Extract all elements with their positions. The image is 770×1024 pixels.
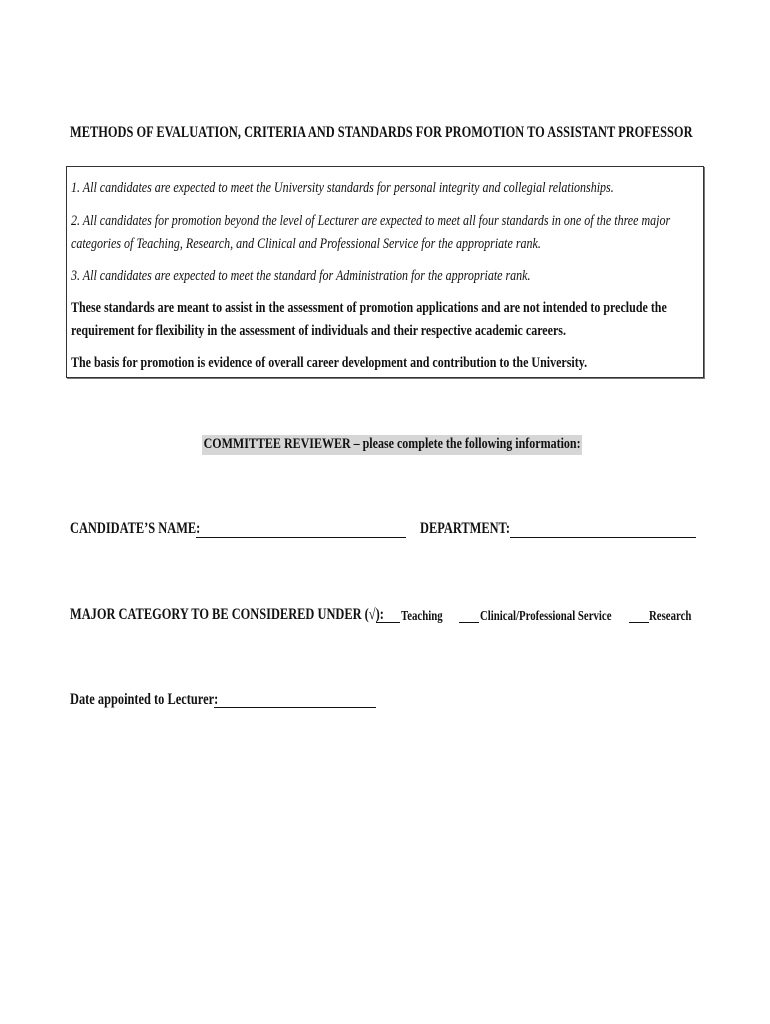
criterion-2-line-2: categories of Teaching, Research, and Clinical and Professional Service for the appropriate rank. — [71, 236, 541, 252]
committee-reviewer-heading: COMMITTEE REVIEWER – please complete the following information: — [202, 435, 582, 455]
document-title: METHODS OF EVALUATION, CRITERIA AND STANDARDS FOR PROMOTION TO ASSISTANT PROFESSOR — [70, 124, 693, 141]
clinical-option-label: Clinical/Professional Service — [480, 608, 612, 623]
standards-note-line-1: These standards are meant to assist in the assessment of promotion applications and are not intended to preclude the — [71, 300, 667, 316]
date-appointed-field[interactable] — [214, 707, 376, 708]
date-appointed-label: Date appointed to Lecturer: — [70, 691, 219, 708]
criterion-1: 1. All candidates are expected to meet the University standards for personal integrity and collegial relationships. — [71, 180, 614, 196]
research-option-label: Research — [649, 608, 692, 623]
research-checkbox-line[interactable] — [629, 622, 649, 623]
criterion-2-line-1: 2. All candidates for promotion beyond the level of Lecturer are expected to meet all four standards in one of the three major — [71, 213, 671, 229]
criteria-box — [66, 166, 704, 378]
teaching-checkbox-line[interactable] — [376, 622, 400, 623]
major-category-label: MAJOR CATEGORY TO BE CONSIDERED UNDER (√): — [70, 606, 384, 623]
teaching-option-label: Teaching — [401, 608, 443, 623]
candidate-name-field[interactable] — [196, 537, 406, 538]
candidate-name-label: CANDIDATE’S NAME: — [70, 520, 201, 537]
standards-note-line-2: requirement for flexibility in the assessment of individuals and their respective academic careers. — [71, 323, 566, 339]
department-label: DEPARTMENT: — [420, 520, 511, 537]
clinical-checkbox-line[interactable] — [459, 622, 479, 623]
criterion-3: 3. All candidates are expected to meet the standard for Administration for the appropriate rank. — [71, 268, 531, 284]
department-field[interactable] — [510, 537, 696, 538]
promotion-basis-note: The basis for promotion is evidence of overall career development and contribution to the University. — [71, 355, 588, 371]
